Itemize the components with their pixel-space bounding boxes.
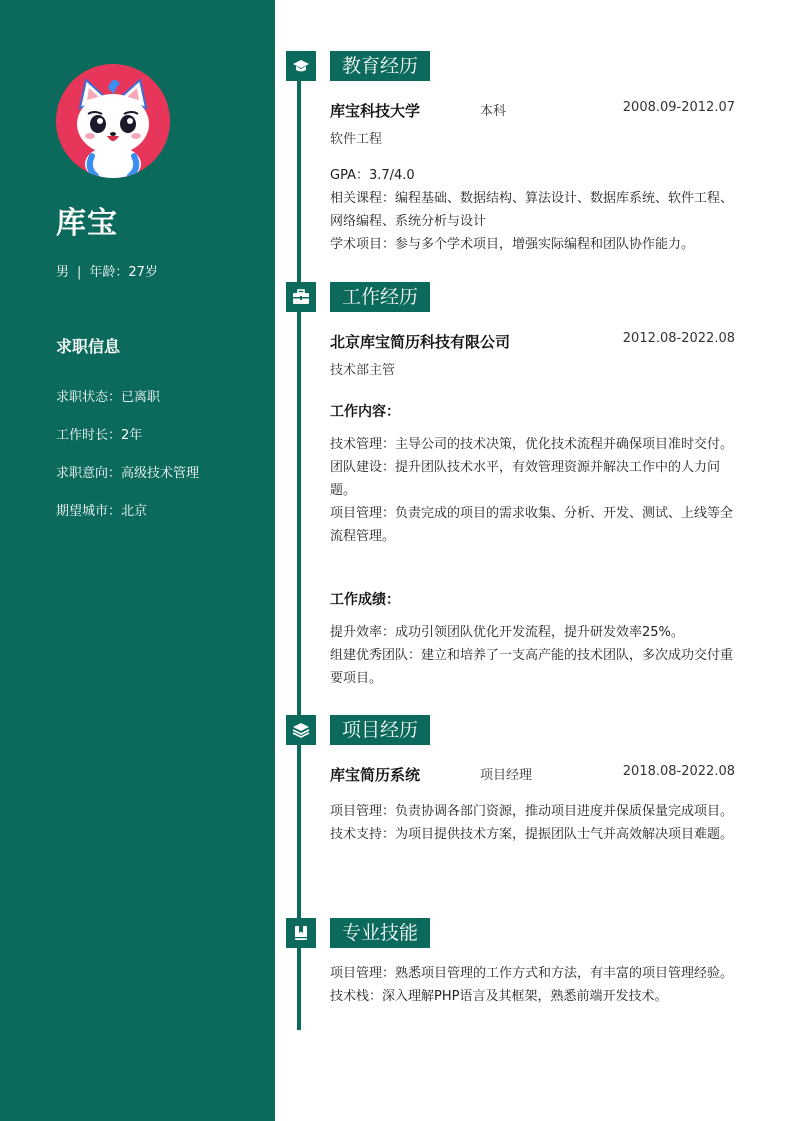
education-date: 2008.09-2012.07 [622,100,735,115]
project-name: 库宝简历系统 [330,766,421,784]
project-details [330,800,737,846]
work-achievements [330,621,737,690]
work-date: 2012.08-2022.08 [622,331,735,346]
project-date: 2018.08-2022.08 [622,764,735,779]
education-title: 教育经历 [330,51,430,81]
skills-title: 专业技能 [330,918,430,948]
school-name: 库宝科技大学 [330,102,421,120]
job-intent: 求职意向：高级技术管理 [56,466,200,481]
achievement-line: 提升效率：成功引领团队优化开发流程，提升研发效率25%。 [330,625,684,640]
project-role: 项目经理 [480,768,533,783]
education-details [330,164,737,256]
briefcase-icon [286,282,316,312]
work-achievement-title: 工作成绩： [330,592,400,608]
layers-icon [286,715,316,745]
candidate-name: 库宝 [56,206,118,241]
work-content-line: 团队建设：提升团队技术水平，有效管理资源并解决工作中的人力问题。 [330,460,721,498]
graduation-cap-icon [286,51,316,81]
project-line: 技术支持：为项目提供技术方案，提振团队士气并高效解决项目难题。 [330,827,734,842]
job-info-title: 求职信息 [56,337,121,356]
degree: 本科 [480,104,507,119]
work-content-line: 项目管理：负责完成的项目的需求收集、分析、开发、测试、上线等全流程管理。 [330,506,734,544]
education-line: 相关课程：编程基础、数据结构、算法设计、数据库系统、软件工程、网络编程、系统分析与设计 [330,191,734,229]
position: 技术部主管 [330,363,396,378]
work-duration: 工作时长：2年 [56,428,143,443]
job-status: 求职状态：已离职 [56,390,161,405]
work-content [330,433,737,548]
project-line: 项目管理：负责协调各部门资源，推动项目进度并保质保量完成项目。 [330,804,734,819]
project-title: 项目经历 [330,715,430,745]
education-line: 学术项目：参与多个学术项目，增强实际编程和团队协作能力。 [330,237,695,252]
achievement-line: 组建优秀团队：建立和培养了一支高产能的技术团队，多次成功交付重要项目。 [330,648,734,686]
basic-info [56,261,158,280]
age: 年龄：27岁 [89,265,158,280]
education-line: GPA：3.7/4.0 [330,168,415,183]
expected-city: 期望城市：北京 [56,504,148,519]
work-content-title: 工作内容： [330,404,400,420]
timeline-line [297,52,301,1030]
skill-line: 技术栈：深入理解PHP语言及其框架，熟悉前端开发技术。 [330,989,668,1004]
book-icon [286,918,316,948]
company-name: 北京库宝简历科技有限公司 [330,333,511,351]
gender: 男 [56,265,70,280]
major: 软件工程 [330,132,383,147]
skills-details [330,962,737,1008]
sidebar [0,0,275,1121]
work-title: 工作经历 [330,282,430,312]
separator: | [77,265,82,280]
skill-line: 项目管理：熟悉项目管理的工作方式和方法，有丰富的项目管理经验。 [330,966,734,981]
avatar [56,64,170,178]
work-content-line: 技术管理：主导公司的技术决策，优化技术流程并确保项目准时交付。 [330,437,734,452]
cat-mascot-icon [56,64,170,178]
